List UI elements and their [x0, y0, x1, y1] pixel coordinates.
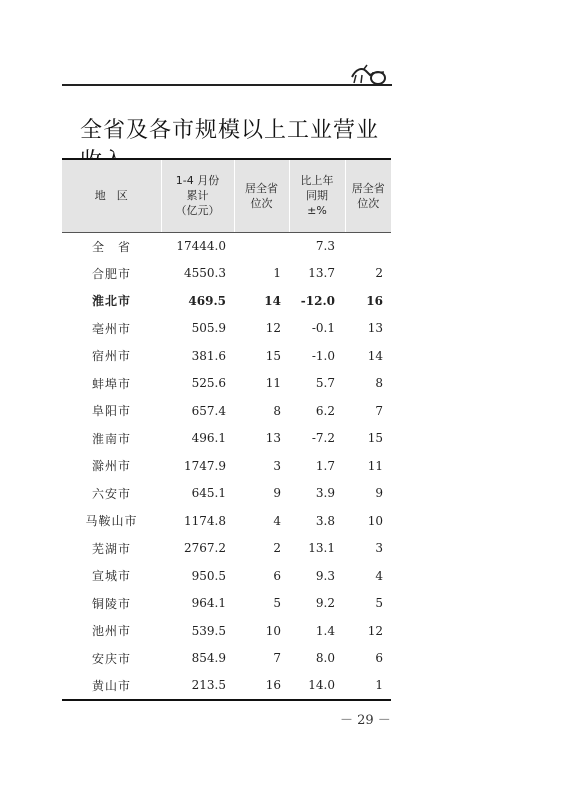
yoy-rank-cell: 16: [366, 293, 383, 308]
yoy-cell: 1.4: [315, 623, 335, 638]
value-cell: 1747.9: [184, 458, 226, 473]
page-title: 全省及各市规模以上工业营业: [80, 118, 380, 143]
header-rank: 居全省 位次: [234, 159, 289, 232]
header-yoy: 比上年 同期 ±%: [289, 159, 345, 232]
yoy-rank-cell: 14: [367, 348, 383, 363]
yoy-rank-cell: [345, 232, 391, 260]
rank-cell: 11: [265, 376, 281, 391]
region-cell: 合肥市: [91, 266, 131, 281]
value-cell: 2767.2: [184, 541, 226, 556]
rank-cell: 5: [273, 596, 281, 611]
table-row: [62, 397, 391, 425]
yoy-cell: 13.1: [308, 541, 335, 556]
region-cell: 淮南市: [91, 431, 131, 446]
table-row: [62, 260, 391, 288]
yoy-rank-cell: 13: [367, 321, 383, 336]
table-row: [62, 342, 391, 370]
rank-cell: 2: [273, 541, 281, 556]
yoy-rank-cell: 15: [367, 431, 383, 446]
yoy-cell: -0.1: [311, 321, 335, 336]
value-cell: 950.5: [191, 568, 226, 583]
region-cell: 滁州市: [91, 459, 131, 474]
region-cell: 宣城市: [91, 569, 131, 584]
region-cell: 黄山市: [62, 672, 161, 700]
table-row: [62, 370, 391, 398]
table-row: [62, 480, 391, 508]
region-cell: 安庆市: [91, 651, 131, 666]
value-cell: 854.9: [191, 651, 226, 666]
region-cell: 铜陵市: [91, 596, 131, 611]
table-row: [62, 590, 391, 618]
table-row: [62, 425, 391, 453]
table-row: [62, 535, 391, 563]
yoy-cell: -12.0: [300, 293, 335, 308]
rank-cell: 4: [273, 513, 281, 528]
rank-cell: 6: [273, 568, 281, 583]
value-cell: 1174.8: [184, 513, 226, 528]
rank-cell: 7: [273, 651, 281, 666]
industrial-revenue-table: [62, 158, 391, 701]
table-row: [62, 287, 391, 315]
table-row: [62, 617, 391, 645]
yoy-rank-cell: 11: [367, 458, 383, 473]
rank-cell: 12: [265, 321, 281, 336]
rank-cell: [234, 232, 289, 260]
yoy-cell: 9.2: [315, 596, 335, 611]
yoy-cell: 6.2: [315, 403, 335, 418]
value-cell: 381.6: [191, 348, 226, 363]
value-cell: 645.1: [191, 486, 226, 501]
yoy-cell: 13.7: [308, 266, 335, 281]
rank-cell: 15: [265, 348, 281, 363]
region-cell: 池州市: [91, 624, 131, 639]
yoy-rank-cell: 4: [375, 568, 383, 583]
yoy-cell: 14.0: [289, 672, 345, 700]
value-cell: 657.4: [191, 403, 226, 418]
yoy-cell: 8.0: [315, 651, 335, 666]
region-cell: 六安市: [91, 486, 131, 501]
value-cell: 496.1: [191, 431, 226, 446]
header-rule: [62, 84, 392, 86]
rank-cell: 9: [273, 486, 281, 501]
rank-cell: 14: [264, 293, 281, 308]
region-cell: 亳州市: [91, 321, 131, 336]
yoy-cell: 5.7: [315, 376, 335, 391]
value-cell: 469.5: [188, 293, 226, 308]
value-cell: 525.6: [191, 376, 226, 391]
yoy-cell: -1.0: [311, 348, 335, 363]
rank-cell: 3: [273, 458, 281, 473]
rank-cell: 1: [273, 266, 281, 281]
rank-cell: 16: [234, 672, 289, 700]
yoy-cell: -7.2: [311, 431, 335, 446]
region-cell: 蚌埠市: [91, 376, 131, 391]
region-cell: 全 省: [91, 239, 131, 254]
yoy-rank-cell: 10: [367, 513, 383, 528]
region-cell: 阜阳市: [91, 404, 131, 419]
yoy-cell: 1.7: [315, 458, 335, 473]
value-cell: 539.5: [191, 623, 226, 638]
value-cell: 213.5: [161, 672, 234, 700]
header-region: 地 区: [62, 159, 161, 232]
yoy-rank-cell: 8: [375, 376, 383, 391]
value-cell: 505.9: [191, 321, 226, 336]
table-header-row: [62, 159, 391, 232]
rank-cell: 8: [273, 403, 281, 418]
table-row: [62, 232, 391, 260]
region-cell: 芜湖市: [91, 541, 131, 556]
yoy-rank-cell: 9: [375, 486, 383, 501]
table-row: [62, 645, 391, 673]
value-cell: 17444.0: [176, 239, 226, 253]
yoy-rank-cell: 7: [375, 403, 383, 418]
region-cell: 宿州市: [91, 349, 131, 364]
horse-chariot-logo-icon: [350, 63, 392, 85]
yoy-rank-cell: 2: [375, 266, 383, 281]
table-row: [62, 562, 391, 590]
value-cell: 964.1: [191, 596, 226, 611]
page-number: － 29 －: [340, 713, 391, 728]
header-value: 1-4 月份 累计 （亿元）: [161, 159, 234, 232]
rank-cell: 13: [265, 431, 281, 446]
yoy-rank-cell: 3: [375, 541, 383, 556]
table-row: [62, 672, 391, 700]
yoy-cell: 3.8: [315, 513, 335, 528]
table-row: [62, 315, 391, 343]
value-cell: 4550.3: [184, 266, 226, 281]
table-row: [62, 507, 391, 535]
yoy-rank-cell: 5: [375, 596, 383, 611]
yoy-rank-cell: 12: [367, 623, 383, 638]
header-rank-yoy: 居全省 位次: [345, 159, 391, 232]
region-cell: 淮北市: [91, 294, 131, 309]
rank-cell: 10: [265, 623, 281, 638]
yoy-rank-cell: 6: [375, 651, 383, 666]
yoy-rank-cell: 1: [345, 672, 391, 700]
region-cell: 马鞍山市: [85, 514, 138, 529]
yoy-cell: 9.3: [315, 568, 335, 583]
table-row: [62, 452, 391, 480]
yoy-cell: 3.9: [315, 486, 335, 501]
yoy-cell: 7.3: [315, 239, 335, 253]
